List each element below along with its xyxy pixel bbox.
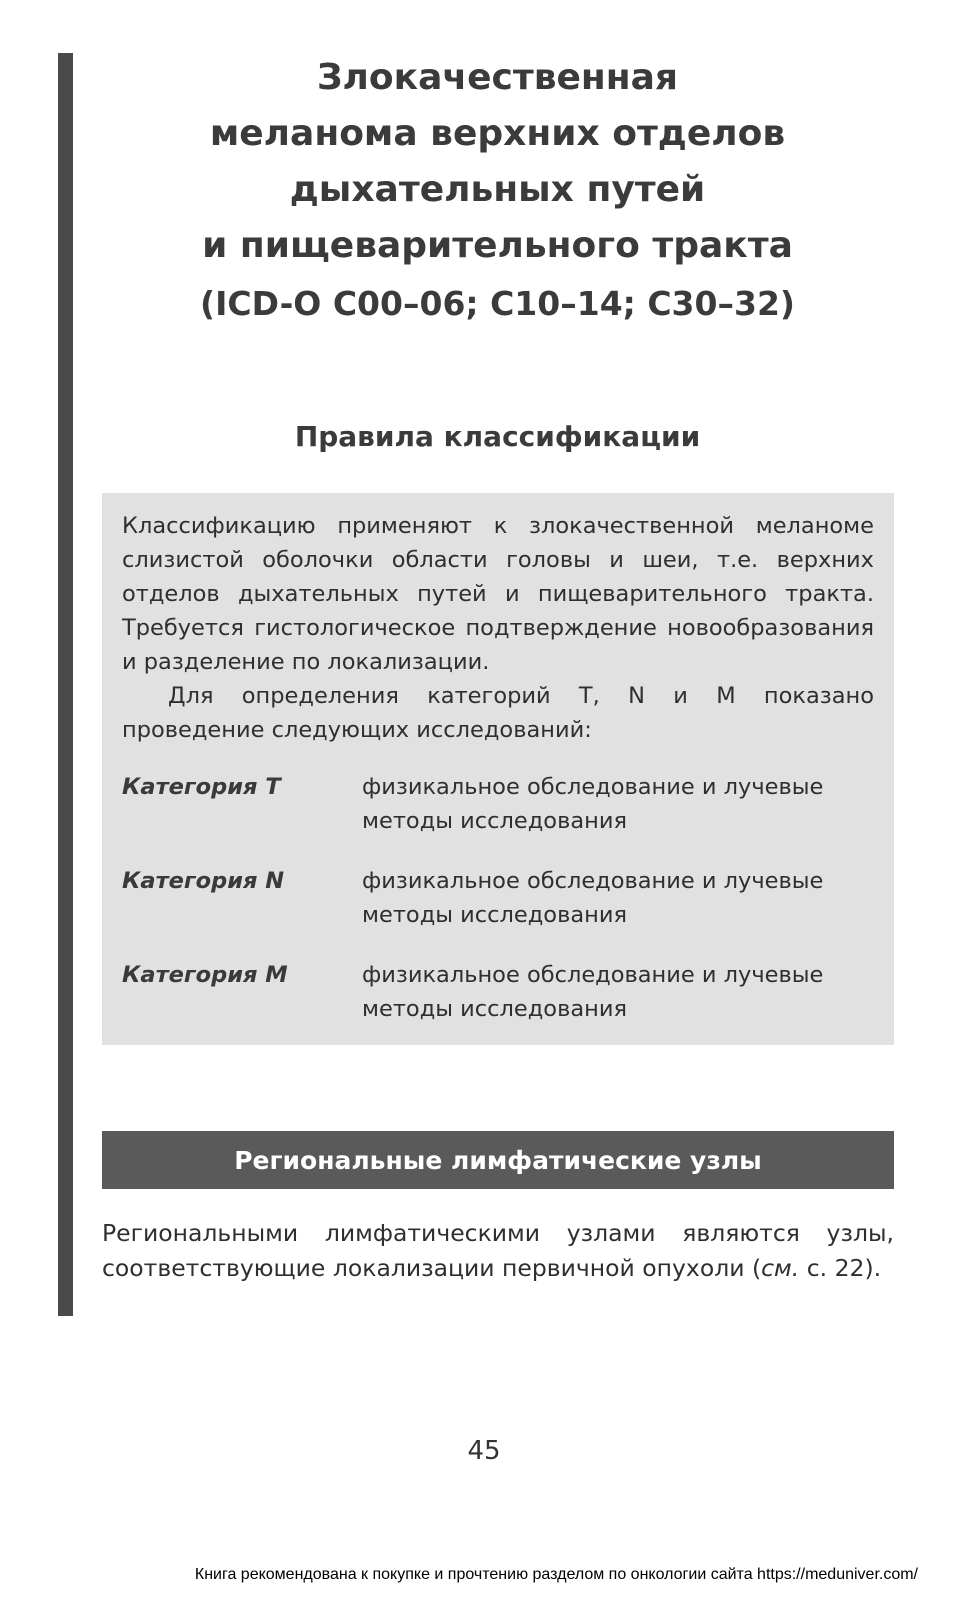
page-number: 45 [467, 1436, 501, 1466]
rules-paragraph-2: Для определения категорий T, N и M показано проведение следующих исследований: [122, 683, 874, 743]
category-desc-t: физикальное обследование и лучевые методы исследования [362, 774, 824, 834]
rules-box [102, 493, 894, 1045]
category-label-n: Категория N [122, 868, 285, 894]
footer-note: Книга рекомендована к покупке и прочтению разделом по онкологии сайта https://meduniver.com/ [194, 1566, 918, 1583]
title-line-1: Злокачественная [316, 57, 679, 98]
page-title [100, 50, 895, 332]
margin-bar [58, 53, 73, 1316]
category-desc-m: физикальное обследование и лучевые методы исследования [362, 962, 824, 1022]
category-row-n [122, 864, 874, 932]
lymph-nodes-text [102, 1216, 894, 1286]
lymph-text-main: Региональными лимфатическими узлами являются узлы, соответствующие локализации первичной опухоли ( [102, 1219, 894, 1282]
category-list [122, 770, 874, 1026]
rules-paragraph-1: Классификацию применяют к злокачественной меланоме слизистой оболочки области головы и шеи, т.е. верхних отделов дыхательных путей и пищеварительного тракта. Требуется гистологическое подтверждение новообразования и разделение по локализации. [122, 513, 874, 675]
title-line-3: дыхательных путей [289, 169, 706, 210]
category-row-m [122, 958, 874, 1026]
lymph-nodes-heading: Региональные лимфатические узлы [102, 1131, 894, 1189]
rules-heading: Правила классификации [294, 420, 701, 453]
category-label-m: Категория M [122, 962, 288, 988]
title-line-4: и пищеварительного тракта [202, 225, 793, 266]
icd-code: (ICD-O C00–06; C10–14; C30–32) [200, 284, 795, 323]
lymph-text-page: с. 22). [799, 1254, 882, 1282]
title-line-2: меланома верхних отделов [209, 113, 786, 154]
category-desc-n: физикальное обследование и лучевые методы исследования [362, 868, 824, 928]
category-row-t [122, 770, 874, 838]
category-label-t: Категория T [122, 774, 281, 800]
lymph-text-reference: см. [761, 1254, 800, 1282]
